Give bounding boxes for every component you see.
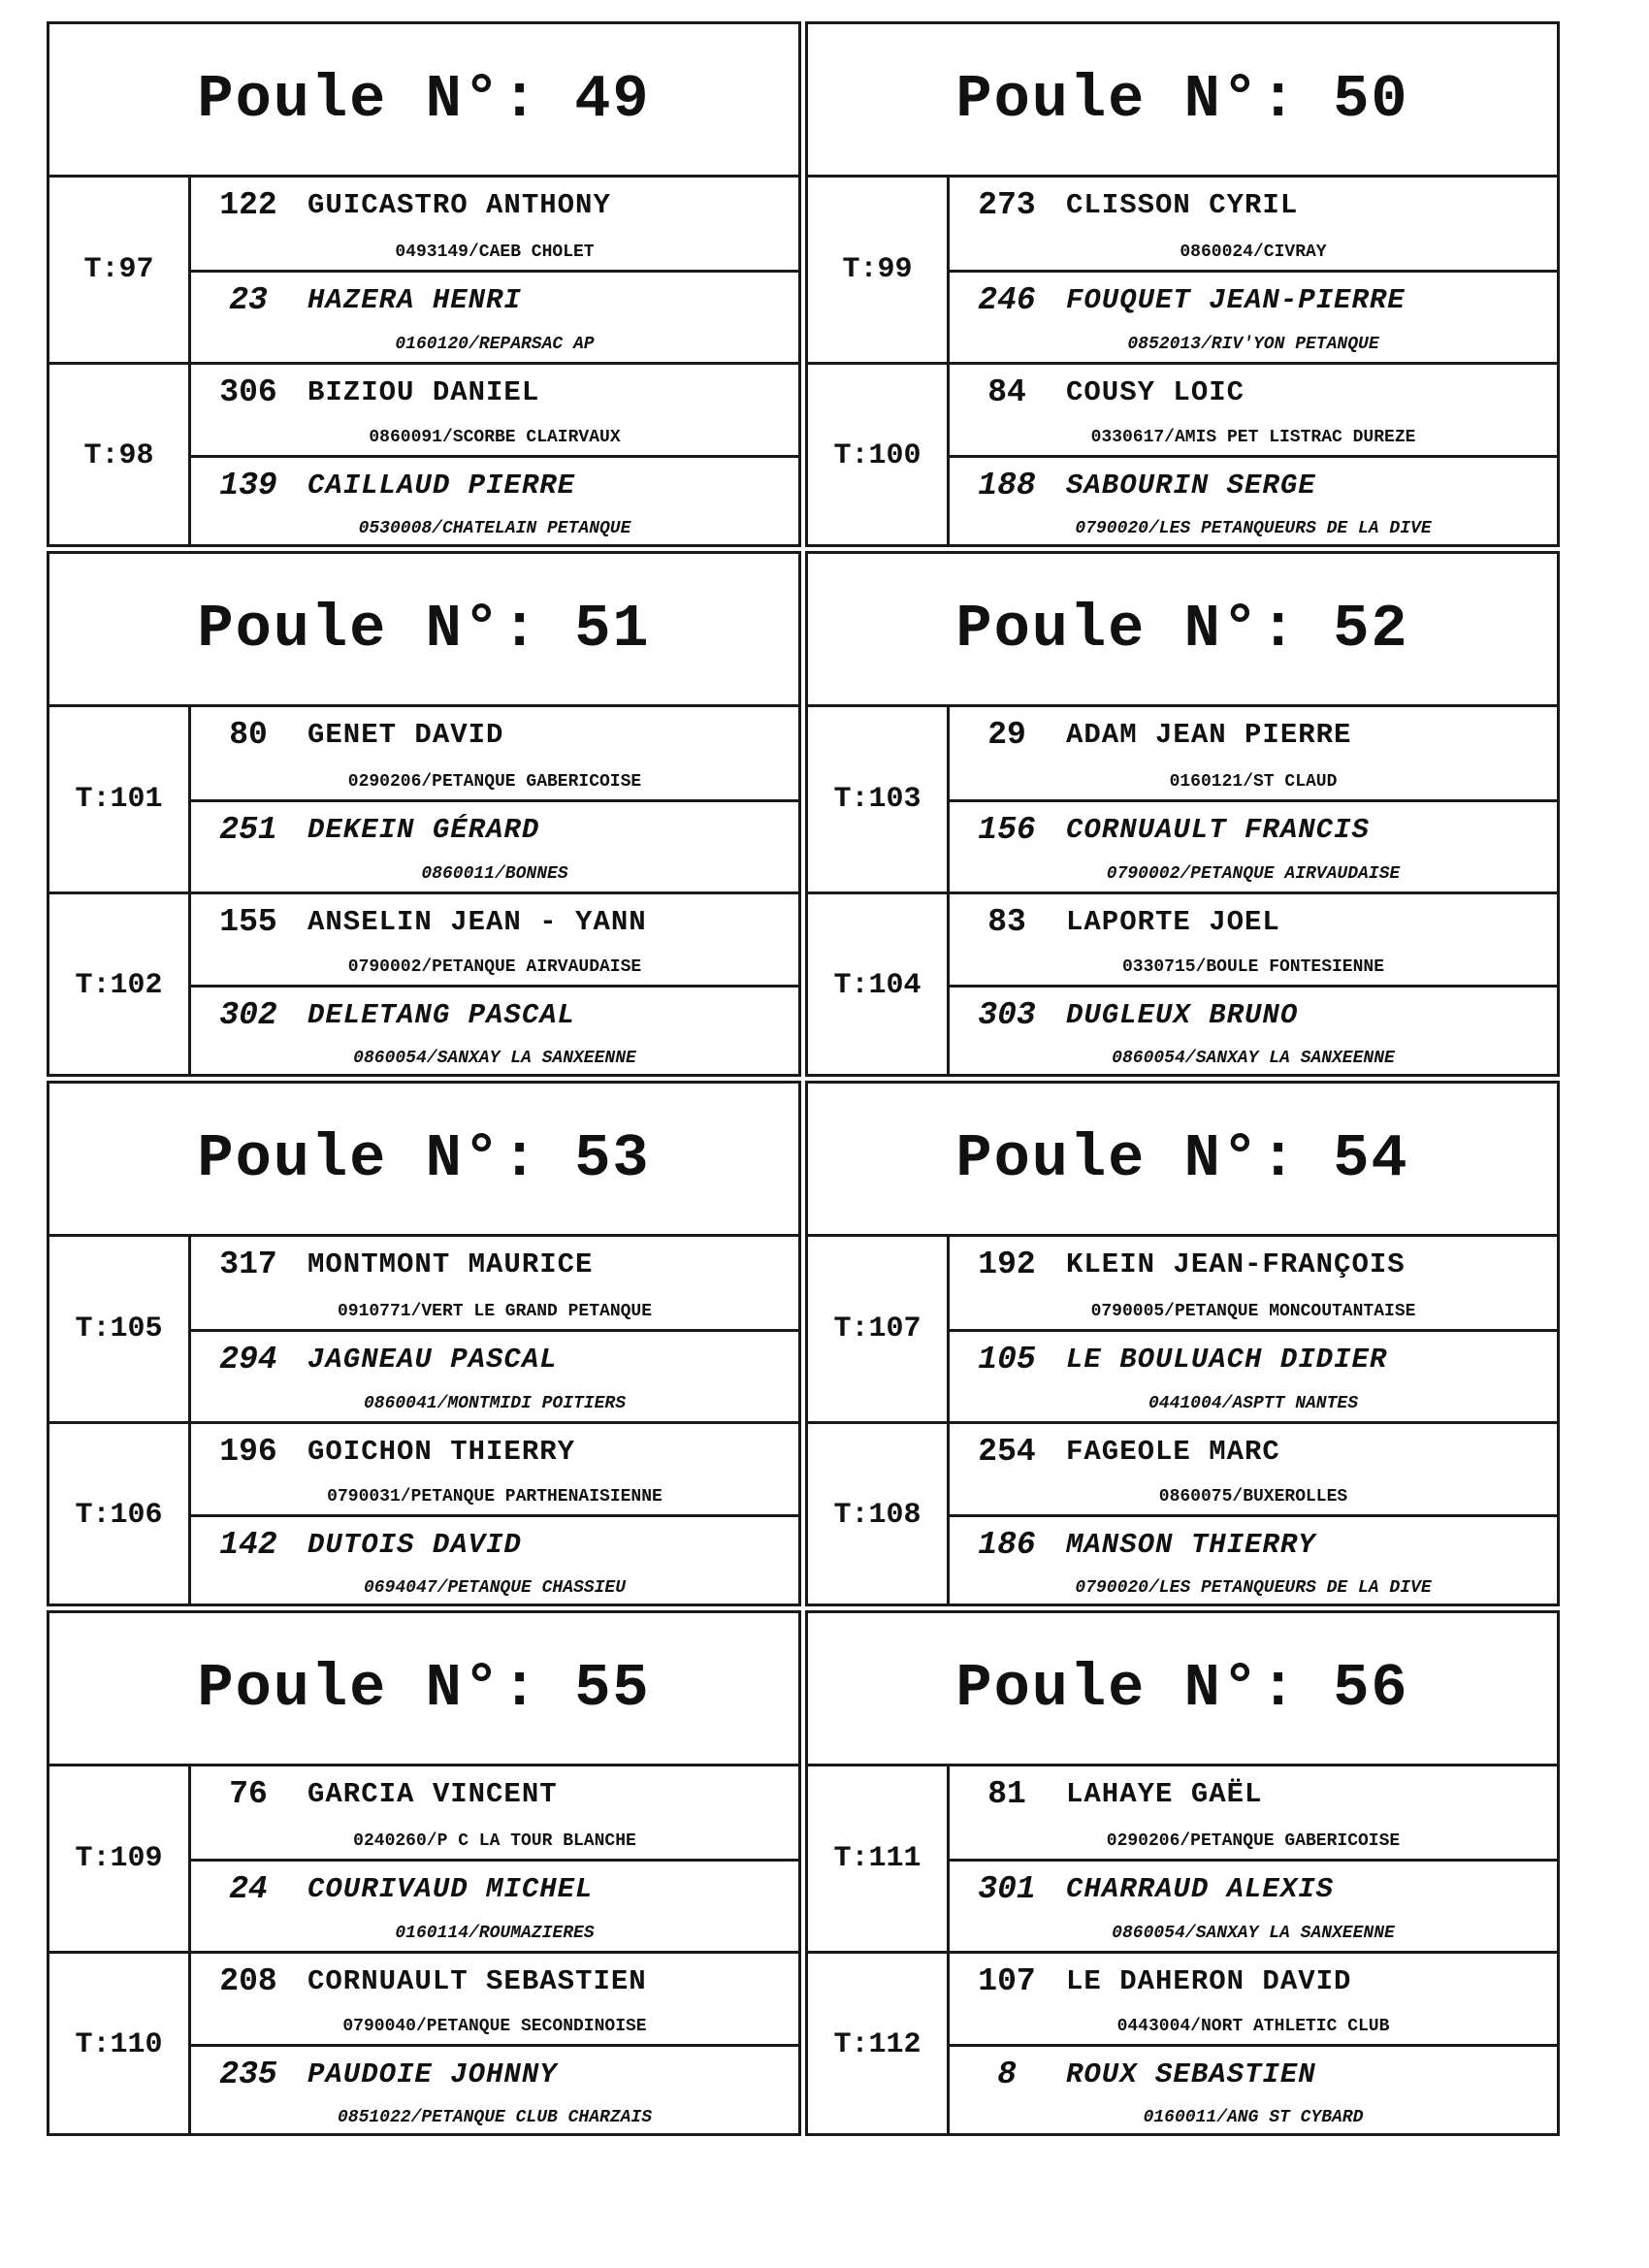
team-row (49, 891, 798, 1076)
player-name: CORNUAULT FRANCIS (1066, 814, 1370, 846)
player-name: GENET DAVID (307, 719, 504, 751)
player-entry (191, 1424, 798, 1514)
player-entry (950, 270, 1557, 362)
player-name: ROUX SEBASTIEN (1066, 2058, 1316, 2091)
team-row (49, 1421, 798, 1605)
team-players (950, 1237, 1557, 1421)
player-number: 208 (219, 1963, 277, 1999)
team-players (950, 1766, 1557, 1951)
poule-number: 51 (574, 595, 651, 664)
player-number: 317 (219, 1247, 277, 1282)
poule-title-label: Poule N°: (955, 595, 1299, 664)
player-entry (191, 1514, 798, 1605)
player-club: 0290206/PETANQUE GABERICOISE (347, 772, 642, 792)
player-number: 81 (987, 1776, 1026, 1812)
player-number: 76 (229, 1776, 268, 1812)
team-label: T:106 (49, 1424, 191, 1605)
team-row (49, 1237, 798, 1421)
poule-title-label: Poule N°: (197, 1654, 540, 1723)
player-name: HAZERA HENRI (307, 284, 522, 316)
player-club: 0910771/VERT LE GRAND PETANQUE (337, 1302, 653, 1321)
player-number: 188 (978, 468, 1036, 504)
player-number: 139 (219, 468, 277, 504)
team-label: T:103 (808, 707, 950, 891)
player-entry (191, 1237, 798, 1329)
player-name: CORNUAULT SEBASTIEN (307, 1965, 647, 1997)
player-club: 0330617/AMIS PET LISTRAC DUREZE (1090, 428, 1416, 448)
player-club: 0790002/PETANQUE AIRVAUDAISE (347, 957, 642, 978)
team-label: T:98 (49, 365, 191, 546)
team-players (191, 1766, 798, 1951)
player-number: 186 (978, 1527, 1036, 1564)
poule-number: 49 (574, 65, 651, 134)
team-row (49, 178, 798, 362)
poule-block (805, 21, 1560, 547)
team-label: T:102 (49, 894, 191, 1076)
player-number: 83 (987, 904, 1026, 940)
team-row (49, 362, 798, 546)
player-club: 0493149/CAEB CHOLET (395, 243, 595, 262)
player-number: 303 (978, 997, 1036, 1034)
player-club: 0443004/NORT ATHLETIC CLUB (1116, 2017, 1390, 2037)
player-number: 142 (219, 1527, 277, 1564)
poule-number: 52 (1333, 595, 1409, 664)
team-label: T:101 (49, 707, 191, 891)
player-entry (950, 178, 1557, 270)
poule-number: 50 (1333, 65, 1409, 134)
player-name: COURIVAUD MICHEL (307, 1873, 594, 1905)
player-club: 0240260/P C LA TOUR BLANCHE (353, 1831, 636, 1851)
player-name: MONTMONT MAURICE (307, 1248, 594, 1280)
team-row (49, 1766, 798, 1951)
poule-number: 54 (1333, 1124, 1409, 1193)
poule-block (805, 551, 1560, 1077)
poule-number: 55 (574, 1654, 651, 1723)
player-entry (950, 1859, 1557, 1951)
poule-title (49, 1084, 798, 1237)
player-club: 0852013/RIV'YON PETANQUE (1127, 335, 1379, 354)
poule-title-label: Poule N°: (197, 595, 540, 664)
player-name: LE DAHERON DAVID (1066, 1965, 1352, 1997)
player-entry (950, 1424, 1557, 1514)
team-players (191, 1424, 798, 1605)
player-name: MANSON THIERRY (1066, 1529, 1316, 1562)
team-players (950, 1954, 1557, 2135)
player-club: 0790031/PETANQUE PARTHENAISIENNE (327, 1487, 663, 1507)
team-players (950, 1424, 1557, 1605)
poule-title (808, 1084, 1557, 1237)
player-club: 0160121/ST CLAUD (1169, 772, 1338, 792)
player-entry (191, 799, 798, 891)
poule-title (49, 554, 798, 707)
poule-block (47, 21, 801, 547)
player-entry (950, 707, 1557, 799)
player-name: KLEIN JEAN-FRANÇOIS (1066, 1248, 1406, 1280)
player-entry (191, 1766, 798, 1859)
poule-title (808, 1613, 1557, 1766)
player-entry (950, 1329, 1557, 1421)
player-entry (950, 455, 1557, 546)
player-number: 29 (987, 717, 1026, 753)
player-entry (950, 799, 1557, 891)
poule-number: 56 (1333, 1654, 1409, 1723)
team-players (191, 1954, 798, 2135)
player-entry (191, 985, 798, 1076)
player-entry (950, 1514, 1557, 1605)
player-number: 246 (978, 282, 1036, 318)
player-name: DELETANG PASCAL (307, 999, 576, 1032)
poule-number: 53 (574, 1124, 651, 1193)
poule-block (805, 1610, 1560, 2136)
player-name: DUTOIS DAVID (307, 1529, 522, 1562)
poule-title (808, 554, 1557, 707)
player-name: GUICASTRO ANTHONY (307, 189, 611, 221)
player-club: 0441004/ASPTT NANTES (1148, 1394, 1359, 1413)
team-players (191, 894, 798, 1076)
player-entry (191, 894, 798, 985)
player-club: 0160120/REPARSAC AP (395, 335, 595, 354)
team-label: T:108 (808, 1424, 950, 1605)
team-row (49, 707, 798, 891)
team-label: T:105 (49, 1237, 191, 1421)
player-number: 306 (219, 374, 277, 410)
player-number: 122 (219, 187, 277, 223)
team-row (808, 891, 1557, 1076)
team-label: T:109 (49, 1766, 191, 1951)
poule-block (805, 1081, 1560, 1606)
player-number: 107 (978, 1963, 1036, 1999)
poule-title-label: Poule N°: (197, 1124, 540, 1193)
player-entry (191, 365, 798, 455)
player-name: GOICHON THIERRY (307, 1436, 576, 1468)
player-name: JAGNEAU PASCAL (307, 1344, 558, 1376)
team-label: T:104 (808, 894, 950, 1076)
player-number: 301 (978, 1871, 1036, 1907)
player-entry (191, 1329, 798, 1421)
team-players (950, 894, 1557, 1076)
player-number: 302 (219, 997, 277, 1034)
team-row (808, 1237, 1557, 1421)
player-name: FOUQUET JEAN-PIERRE (1066, 284, 1406, 316)
player-number: 251 (219, 812, 277, 848)
player-name: LAHAYE GAËL (1066, 1778, 1263, 1810)
player-name: DEKEIN GÉRARD (307, 814, 540, 846)
player-club: 0160114/ROUMAZIERES (395, 1924, 595, 1943)
poule-title-label: Poule N°: (197, 65, 540, 134)
team-label: T:100 (808, 365, 950, 546)
player-number: 105 (978, 1342, 1036, 1377)
player-club: 0160011/ANG ST CYBARD (1143, 2108, 1364, 2127)
player-name: CAILLAUD PIERRE (307, 470, 576, 502)
player-entry (950, 985, 1557, 1076)
player-club: 0790002/PETANQUE AIRVAUDAISE (1106, 864, 1401, 884)
team-players (191, 365, 798, 546)
player-entry (191, 707, 798, 799)
team-row (808, 178, 1557, 362)
poule-block (47, 1610, 801, 2136)
player-club: 0860075/BUXEROLLES (1158, 1487, 1348, 1507)
player-entry (191, 2044, 798, 2135)
player-number: 156 (978, 812, 1036, 848)
player-club: 0790020/LES PETANQUEURS DE LA DIVE (1075, 1578, 1432, 1598)
poule-title (808, 24, 1557, 178)
team-row (808, 362, 1557, 546)
player-club: 0860011/BONNES (421, 864, 568, 884)
player-number: 24 (229, 1871, 268, 1907)
player-entry (950, 1954, 1557, 2044)
player-club: 0790005/PETANQUE MONCOUTANTAISE (1090, 1302, 1416, 1321)
poule-block (47, 1081, 801, 1606)
player-name: GARCIA VINCENT (307, 1778, 558, 1810)
player-name: COUSY LOIC (1066, 376, 1245, 408)
player-entry (191, 1954, 798, 2044)
player-name: ADAM JEAN PIERRE (1066, 719, 1352, 751)
team-row (808, 707, 1557, 891)
player-number: 80 (229, 717, 268, 753)
team-label: T:112 (808, 1954, 950, 2135)
poule-block (47, 551, 801, 1077)
player-club: 0860091/SCORBE CLAIRVAUX (369, 428, 621, 448)
player-club: 0290206/PETANQUE GABERICOISE (1106, 1831, 1401, 1851)
team-row (49, 1951, 798, 2135)
player-number: 192 (978, 1247, 1036, 1282)
team-players (950, 707, 1557, 891)
player-name: DUGLEUX BRUNO (1066, 999, 1299, 1032)
team-label: T:97 (49, 178, 191, 362)
player-entry (191, 455, 798, 546)
player-club: 0860041/MONTMIDI POITIERS (363, 1394, 627, 1413)
player-name: SABOURIN SERGE (1066, 470, 1316, 502)
team-row (808, 1766, 1557, 1951)
player-name: ANSELIN JEAN - YANN (307, 906, 647, 938)
player-entry (191, 1859, 798, 1951)
team-players (191, 178, 798, 362)
player-number: 254 (978, 1434, 1036, 1470)
player-entry (950, 894, 1557, 985)
team-label: T:110 (49, 1954, 191, 2135)
player-entry (191, 270, 798, 362)
player-entry (950, 1766, 1557, 1859)
player-club: 0530008/CHATELAIN PETANQUE (358, 519, 631, 538)
player-number: 294 (219, 1342, 277, 1377)
team-players (191, 707, 798, 891)
player-club: 0860054/SANXAY LA SANXEENNE (1112, 1049, 1395, 1068)
poule-title-label: Poule N°: (955, 1124, 1299, 1193)
team-row (808, 1421, 1557, 1605)
poule-title (49, 1613, 798, 1766)
player-number: 155 (219, 904, 277, 940)
team-label: T:111 (808, 1766, 950, 1951)
player-club: 0860054/SANXAY LA SANXEENNE (1112, 1924, 1395, 1943)
player-name: LE BOULUACH DIDIER (1066, 1344, 1388, 1376)
player-club: 0330715/BOULE FONTESIENNE (1121, 957, 1385, 978)
player-name: PAUDOIE JOHNNY (307, 2058, 558, 2091)
team-label: T:99 (808, 178, 950, 362)
team-row (808, 1951, 1557, 2135)
player-name: FAGEOLE MARC (1066, 1436, 1280, 1468)
player-club: 0790040/PETANQUE SECONDINOISE (342, 2017, 647, 2037)
team-players (950, 365, 1557, 546)
player-number: 235 (219, 2057, 277, 2093)
team-players (950, 178, 1557, 362)
player-name: CHARRAUD ALEXIS (1066, 1873, 1335, 1905)
player-club: 0851022/PETANQUE CLUB CHARZAIS (337, 2108, 653, 2127)
player-name: BIZIOU DANIEL (307, 376, 540, 408)
player-club: 0790020/LES PETANQUEURS DE LA DIVE (1075, 519, 1432, 538)
team-label: T:107 (808, 1237, 950, 1421)
player-number: 196 (219, 1434, 277, 1470)
player-name: LAPORTE JOEL (1066, 906, 1280, 938)
player-number: 84 (987, 374, 1026, 410)
poule-title (49, 24, 798, 178)
player-club: 0694047/PETANQUE CHASSIEU (363, 1578, 627, 1598)
poule-title-label: Poule N°: (955, 1654, 1299, 1723)
player-name: CLISSON CYRIL (1066, 189, 1299, 221)
player-number: 23 (229, 282, 268, 318)
player-number: 273 (978, 187, 1036, 223)
player-entry (950, 365, 1557, 455)
player-club: 0860024/CIVRAY (1180, 243, 1327, 262)
player-entry (950, 1237, 1557, 1329)
poule-title-label: Poule N°: (955, 65, 1299, 134)
team-players (191, 1237, 798, 1421)
player-entry (950, 2044, 1557, 2135)
player-entry (191, 178, 798, 270)
player-club: 0860054/SANXAY LA SANXEENNE (353, 1049, 636, 1068)
player-number: 8 (997, 2057, 1017, 2093)
